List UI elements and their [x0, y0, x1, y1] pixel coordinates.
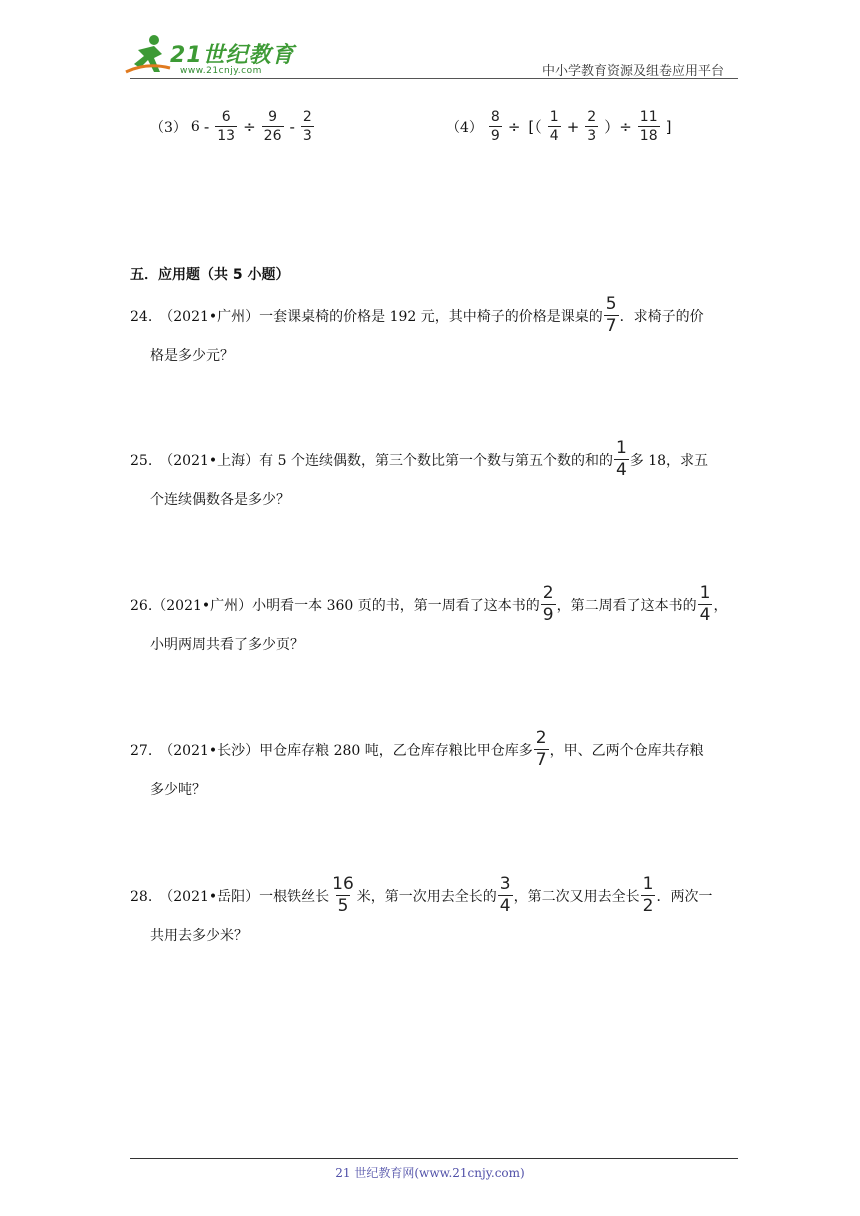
text-run: ，甲、乙两个仓库共存粮 [549, 742, 704, 759]
fraction-numerator: 2 [302, 109, 312, 125]
fraction [614, 440, 629, 479]
header-platform-text: 中小学教育资源及组卷应用平台 [541, 64, 724, 79]
fraction-numerator: 3 [499, 874, 511, 894]
fraction [541, 585, 556, 624]
fraction-denominator: 7 [605, 316, 617, 336]
question-26-line1 [130, 585, 727, 624]
fraction-numerator: 5 [605, 294, 617, 314]
fraction [585, 110, 598, 143]
fraction-denominator: 4 [615, 460, 627, 480]
fraction-denominator: 3 [302, 128, 312, 144]
fraction [534, 730, 549, 769]
question-27-line1 [130, 730, 704, 769]
logo-website: www.21cnjy.com [180, 66, 262, 76]
question-25-line2: 个连续偶数各是多少？ [150, 492, 290, 508]
text-run: ，第二次又用去全长 [513, 888, 640, 905]
text-run: 6 [190, 118, 200, 135]
fraction-denominator: 7 [535, 750, 547, 770]
fraction-numerator: 11 [639, 109, 658, 125]
text-run: 28. （2021•岳阳）一根铁丝长 [130, 888, 330, 905]
fraction [498, 876, 513, 915]
fraction-denominator: 4 [499, 896, 511, 916]
operator: + [566, 117, 580, 136]
footer-divider [130, 1158, 738, 1159]
text-run: 米，第一次用去全长的 [356, 888, 497, 905]
text-run: ．两次一 [656, 888, 713, 905]
fraction-numerator: 1 [549, 109, 559, 125]
text-run: 25. （2021•上海）有 5 个连续偶数，第三个数比第一个数与第五个数的和的 [130, 452, 613, 469]
header-divider [130, 78, 738, 79]
operator: ）÷ [604, 118, 632, 136]
question-27-line2: 多少吨？ [150, 782, 206, 798]
section-title: 五．应用题（共 5 小题） [130, 267, 290, 283]
fraction [215, 110, 237, 143]
fraction-denominator: 4 [549, 128, 559, 144]
logo-title: 21世纪教育 [170, 43, 295, 68]
text-run: ．求椅子的价 [619, 308, 704, 325]
fraction-numerator: 8 [490, 109, 500, 125]
operator: [（ [528, 118, 542, 136]
question-25-line1 [130, 440, 708, 479]
fraction-numerator: 16 [332, 874, 354, 894]
fraction-denominator: 9 [542, 605, 554, 625]
computation-4 [446, 110, 675, 143]
computation-3 [150, 110, 316, 143]
fraction-denominator: 5 [337, 896, 349, 916]
text-run: ， [713, 597, 728, 614]
fraction-denominator: 9 [490, 128, 500, 144]
fraction-numerator: 9 [268, 109, 278, 125]
question-24-line1 [130, 296, 704, 335]
fraction-denominator: 18 [639, 128, 658, 144]
question-24-line2: 格是多少元？ [150, 348, 234, 364]
fraction [638, 110, 660, 143]
fraction-numerator: 1 [699, 583, 711, 603]
fraction-denominator: 2 [642, 896, 654, 916]
fraction [489, 110, 502, 143]
fraction-denominator: 4 [699, 605, 711, 625]
question-28-line2: 共用去多少米？ [150, 928, 248, 944]
question-28-line1 [130, 876, 712, 915]
fraction [262, 110, 284, 143]
fraction-denominator: 3 [587, 128, 597, 144]
problem-label: （3） [150, 119, 187, 136]
operator: ÷ [243, 117, 256, 136]
fraction-numerator: 1 [642, 874, 654, 894]
question-26-line2: 小明两周共看了多少页？ [150, 637, 304, 653]
problem-label: （4） [446, 119, 483, 136]
text-run: 26.（2021•广州）小明看一本 360 页的书，第一周看了这本书的 [130, 597, 540, 614]
operator: - [203, 117, 210, 136]
fraction-numerator: 2 [542, 583, 554, 603]
text-run: 27. （2021•长沙）甲仓库存粮 280 吨，乙仓库存粮比甲仓库多 [130, 742, 533, 759]
operator: ] [665, 117, 672, 136]
operator: - [289, 117, 295, 136]
fraction-denominator: 26 [263, 128, 282, 144]
logo [124, 32, 294, 80]
operator: ÷ [507, 117, 521, 136]
fraction [330, 876, 356, 915]
fraction-numerator: 1 [615, 438, 627, 458]
fraction [698, 585, 713, 624]
fraction-denominator: 13 [217, 128, 236, 144]
fraction-numerator: 2 [535, 728, 547, 748]
text-run: ，第二周看了这本书的 [556, 597, 697, 614]
fraction [604, 296, 619, 335]
fraction-numerator: 6 [221, 109, 231, 125]
fraction [641, 876, 656, 915]
fraction [548, 110, 561, 143]
fraction [301, 110, 314, 143]
text-run: 24. （2021•广州）一套课桌椅的价格是 192 元，其中椅子的价格是课桌的 [130, 308, 603, 325]
footer-link[interactable]: 21 世纪教育网(www.21cnjy.com) [335, 1166, 525, 1180]
runner-logo-icon [124, 32, 172, 78]
text-run: 多 18，求五 [629, 452, 709, 469]
fraction-numerator: 2 [587, 109, 597, 125]
